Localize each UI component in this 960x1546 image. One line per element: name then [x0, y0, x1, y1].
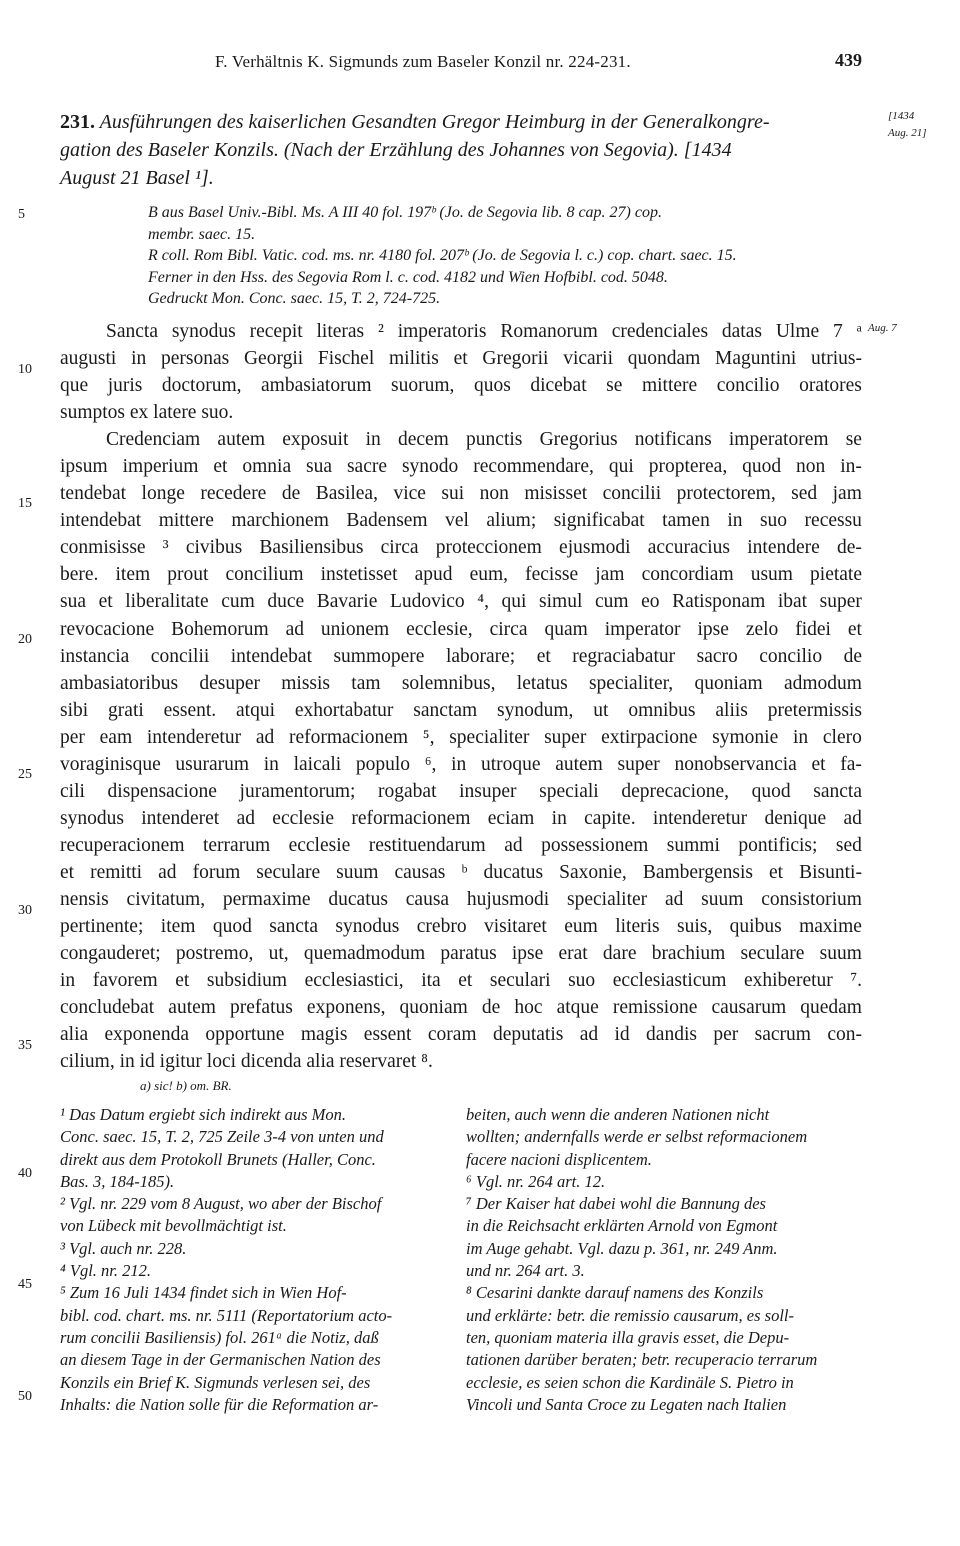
source-line: B aus Basel Univ.-Bibl. Ms. A III 40 fol. 197ᵇ (Jo. de Segovia lib. 8 cap. 27) cop.	[148, 204, 662, 221]
text-line: conmisisse ³ civibus Basiliensibus circa proteccionem ejusmodi accuracius intendere de-	[60, 537, 862, 559]
page-number: 439	[835, 50, 862, 70]
footnote-line: ten, quoniam materia illa gravis esset, die Depu-	[466, 1327, 790, 1347]
main-text	[60, 318, 862, 1075]
text-line: per eam intenderetur ad reformacionem ⁵, specialiter super extirpacione symonie in clero	[60, 726, 862, 748]
text-line: sumptos ex latere suo.	[60, 402, 234, 424]
text-line: que juris doctorum, ambasiatorum suorum, quos dicebat se mittere concilio oratores	[60, 375, 862, 397]
footnote-line: ⁸ Cesarini dankte darauf namens des Konzils	[466, 1283, 764, 1303]
text-line: alia exponenda opportune magis essent coram deputatis ad id dandis per sacrum con-	[60, 1024, 862, 1046]
text-line: intendebat mittere marchionem Badensem vel alium; significabat tamen in suo recessu	[60, 510, 862, 532]
text-line: cili dispensacione juramentorum; rogabat insuper speciali deprecacione, quod sancta	[60, 780, 862, 802]
text-line: nensis civitatum, permaxime ducatus causa hujusmodi specialiter ad suum consistorium	[60, 888, 862, 910]
footnote-line: direkt aus dem Protokoll Brunets (Haller, Conc.	[60, 1149, 376, 1169]
footnote-line: facere nacioni displicentem.	[466, 1149, 652, 1169]
footnote-line: und erklärte: betr. die remissio causarum, es soll-	[466, 1305, 794, 1325]
line-number: 40	[18, 1166, 32, 1181]
footnote-line: Konzils ein Brief K. Sigmunds verlesen sei, des	[60, 1372, 371, 1392]
footnote-line: ecclesie, es seien schon die Kardinäle S. Pietro in	[466, 1372, 794, 1392]
text-line: congauderet; postremo, ut, quemadmodum paratus ipse erat dare brachium seculare suum	[60, 943, 862, 965]
text-line: Sancta synodus recepit literas ² imperatoris Romanorum credenciales datas Ulme 7 ᵃ	[106, 321, 862, 342]
text-line: augusti in personas Georgii Fischel militis et Gregorii vicarii quondam Maguntini utrius-	[60, 348, 862, 370]
document-heading	[60, 108, 885, 192]
footnote-line: Conc. saec. 15, T. 2, 725 Zeile 3-4 von unten und	[60, 1127, 384, 1147]
source-line: Ferner in den Hss. des Segovia Rom l. c. cod. 4182 und Wien Hofbibl. cod. 5048.	[148, 268, 668, 286]
text-line: bere. item prout concilium instetisset apud eum, fecisse jam concordiam usum pietate	[60, 564, 862, 586]
text-line: cilium, in id igitur loci dicenda alia reservaret ⁸.	[60, 1051, 433, 1073]
line-number: 5	[18, 207, 25, 222]
source-line: R coll. Rom Bibl. Vatic. cod. ms. nr. 4180 fol. 207ᵇ (Jo. de Segovia l. c.) cop. chart. saec. 15.	[148, 247, 737, 264]
footnote-line: in die Reichsacht erklärten Arnold von Egmont	[466, 1216, 778, 1236]
line-number: 15	[18, 496, 32, 511]
footnote-line: ³ Vgl. auch nr. 228.	[60, 1238, 187, 1258]
line-number: 25	[18, 767, 32, 782]
text-line: sua et liberalitate cum duce Bavarie Ludovico ⁴, qui simul cum eo Ratisponam ibat super	[60, 591, 862, 613]
source-line: Gedruckt Mon. Conc. saec. 15, T. 2, 724-725.	[148, 290, 441, 307]
footnote-line: ⁶ Vgl. nr. 264 art. 12.	[466, 1171, 606, 1191]
footnote-line: ⁴ Vgl. nr. 212.	[60, 1261, 151, 1281]
footnote-line: ⁷ Der Kaiser hat dabei wohl die Bannung des	[466, 1194, 766, 1214]
text-line: et remitti ad forum seculare suum causas ᵇ ducatus Saxonie, Bambergensis et Bisunti-	[60, 861, 862, 883]
line-number: 35	[18, 1038, 32, 1053]
source-list	[148, 202, 888, 310]
line-number: 10	[18, 362, 32, 377]
footnotes-right-column	[466, 1104, 866, 1416]
critical-apparatus: a) sic! b) om. BR.	[140, 1078, 232, 1093]
footnote-line: wollten; andernfalls werde er selbst reformacionem	[466, 1127, 808, 1147]
footnote-line: tationen darüber beraten; betr. recuperacio terrarum	[466, 1350, 818, 1370]
heading-date-margin: [1434 Aug. 21]	[888, 110, 927, 139]
body-margin-date: Aug. 7	[868, 322, 897, 334]
heading-line-3: August 21 Basel ¹].	[60, 167, 214, 189]
text-line: pertinente; item quod sancta synodus crebro visitaret eum literis suis, quibus maxime	[60, 916, 862, 938]
line-number: 30	[18, 903, 32, 918]
footnote-line: und nr. 264 art. 3.	[466, 1261, 585, 1281]
text-line: instancia concilii intendebat summopere laborare; et regraciabatur sacro concilio de	[60, 645, 862, 667]
text-line: synodus intenderet ad ecclesie reformacionem eciam in capite. intenderetur denique ad	[60, 807, 862, 829]
text-line: Credenciam autem exposuit in decem punctis Gregorius notificans imperatorem se	[106, 429, 862, 451]
footnote-line: beiten, auch wenn die anderen Nationen nicht	[466, 1105, 770, 1124]
line-number: 50	[18, 1389, 32, 1404]
footnote-line: ¹ Das Datum ergiebt sich indirekt aus Mon.	[60, 1105, 347, 1124]
footnote-line: Bas. 3, 184-185).	[60, 1171, 175, 1191]
footnote-line: rum concilii Basiliensis) fol. 261ᵃ die Notiz, daß	[60, 1327, 379, 1347]
text-line: voraginisque usurarum in laicali populo ⁶, in utroque autem super nonobservancia et fa-	[60, 753, 862, 775]
line-number: 20	[18, 632, 32, 647]
footnote-line: ⁵ Zum 16 Juli 1434 findet sich in Wien Hof-	[60, 1283, 347, 1303]
text-line: sibi grati essent. atqui exhortabatur sanctam synodum, ut omnibus aliis pretermissis	[60, 699, 862, 721]
document-number: 231.	[60, 111, 95, 133]
text-line: ipsum imperium et omnia sua sacre synodo recommendare, qui propterea, quod non in-	[60, 456, 862, 478]
running-header: F. Verhältnis K. Sigmunds zum Baseler Konzil nr. 224-231.	[215, 52, 631, 71]
text-line: revocacione Bohemorum ad unionem ecclesie, circa quam imperator ipse zelo fidei et	[60, 618, 862, 640]
heading-line-2: gation des Baseler Konzils. (Nach der Erzählung des Johannes von Segovia). [1434	[60, 139, 732, 161]
text-line: tendebat longe recedere de Basilea, vice sui non misisset concilii protectorem, sed jam	[60, 483, 862, 505]
footnote-line: im Auge gehabt. Vgl. dazu p. 361, nr. 249 Anm.	[466, 1238, 778, 1258]
footnote-line: Vincoli und Santa Croce zu Legaten nach Italien	[466, 1394, 787, 1414]
source-line: membr. saec. 15.	[148, 225, 256, 243]
footnote-line: ² Vgl. nr. 229 vom 8 August, wo aber der Bischof	[60, 1194, 382, 1214]
text-line: recuperacionem terrarum ecclesie restituendarum ad possessionem summi pontificis; sed	[60, 834, 862, 856]
heading-line-1: 231. Ausführungen des kaiserlichen Gesandten Gregor Heimburg in der Generalkongre-	[60, 111, 770, 133]
footnote-line: Inhalts: die Nation solle für die Reformation ar-	[60, 1394, 379, 1414]
text-line: concludebat autem prefatus exponens, quoniam de hoc atque remissione causarum quedam	[60, 997, 862, 1019]
text-line: ambasiatoribus desuper missis tam solemnibus, letatus specialiter, quoniam admodum	[60, 672, 862, 694]
text-line: in favorem et subsidium ecclesiastici, ita et seculari suo ecclesiasticum exhiberetur ⁷.	[60, 970, 862, 992]
footnote-line: bibl. cod. chart. ms. nr. 5111 (Reportatorium acto-	[60, 1305, 393, 1325]
footnote-line: von Lübeck mit bevollmächtigt ist.	[60, 1216, 287, 1236]
footnote-line: an diesem Tage in der Germanischen Nation des	[60, 1350, 381, 1370]
line-number: 45	[18, 1277, 32, 1292]
footnotes-left-column	[60, 1104, 440, 1416]
